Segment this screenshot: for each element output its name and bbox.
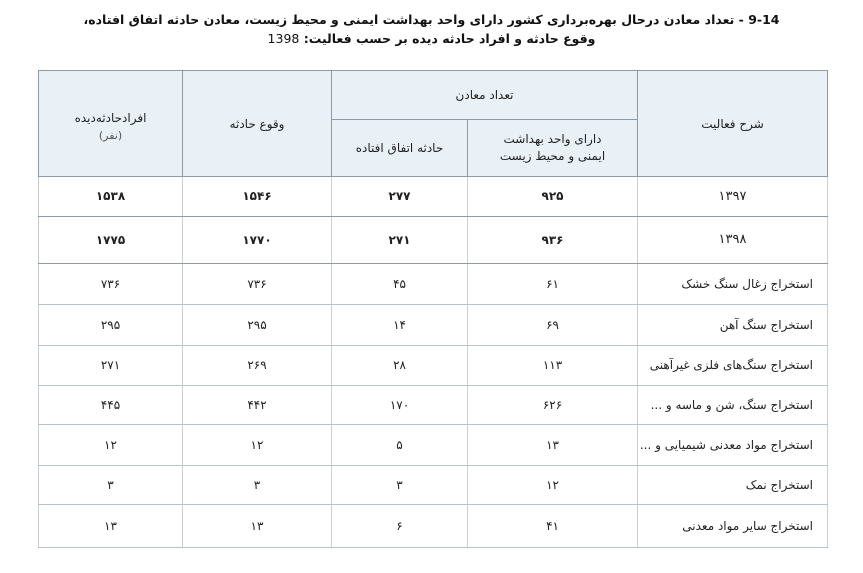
header-injured-persons: [39, 71, 183, 177]
header-accident-occurrence: وقوع حادثه: [183, 71, 332, 177]
cell-accident-mines: ۲۸: [332, 346, 468, 386]
cell-description: استخراج نمک: [638, 465, 828, 505]
header-description: شرح فعالیت: [638, 71, 828, 177]
cell-description: ۱۳۹۷: [638, 177, 828, 217]
cell-occurrences: ۲۶۹: [183, 346, 332, 386]
cell-accident-mines: ۱۷۰: [332, 385, 468, 425]
cell-injured: ۱۷۷۵: [39, 216, 183, 263]
cell-occurrences: ۲۹۵: [183, 305, 332, 346]
header-with-hse-unit: [468, 120, 638, 177]
cell-injured: ۳: [39, 465, 183, 505]
cell-occurrences: ۷۳۶: [183, 263, 332, 305]
cell-description: استخراج سایر مواد معدنی: [638, 505, 828, 548]
cell-description: استخراج زغال سنگ خشک: [638, 263, 828, 305]
header-accident-occurred: حادثه اتفاق افتاده: [332, 120, 468, 177]
title-line-1: 9-14 - تعداد معادن درحال بهره‌برداری کشور دارای واحد بهداشت ایمنی و محیط زیست، معادن حادثه اتفاق افتاده،: [83, 12, 780, 27]
table-row: [39, 465, 828, 505]
cell-accident-mines: ۴۵: [332, 263, 468, 305]
cell-injured: ۷۳۶: [39, 263, 183, 305]
cell-with-hse: ۶۲۶: [468, 385, 638, 425]
cell-injured: ۱۳: [39, 505, 183, 548]
table-row: [39, 346, 828, 386]
cell-description: استخراج سنگ آهن: [638, 305, 828, 346]
cell-accident-mines: ۳: [332, 465, 468, 505]
cell-with-hse: ۶۱: [468, 263, 638, 305]
title-line-2-text: وقوع حادثه و افراد حادثه دیده بر حسب فعالیت:: [299, 31, 596, 46]
mines-accidents-table: [38, 70, 828, 548]
cell-injured: ۴۴۵: [39, 385, 183, 425]
table-row: [39, 263, 828, 305]
cell-accident-mines: ۵: [332, 425, 468, 466]
cell-description: ۱۳۹۸: [638, 216, 828, 263]
cell-accident-mines: ۱۴: [332, 305, 468, 346]
cell-injured: ۲۹۵: [39, 305, 183, 346]
cell-with-hse: ۶۹: [468, 305, 638, 346]
cell-occurrences: ۱۲: [183, 425, 332, 466]
header-mines-count: تعداد معادن: [332, 71, 638, 120]
table-body: [39, 177, 828, 548]
table-row: [39, 385, 828, 425]
cell-occurrences: ۱۵۴۶: [183, 177, 332, 217]
cell-with-hse: ۴۱: [468, 505, 638, 548]
cell-description: استخراج سنگ، شن و ماسه و ...: [638, 385, 828, 425]
title-line-2: [0, 29, 863, 48]
cell-with-hse: ۱۲: [468, 465, 638, 505]
cell-with-hse: ۹۲۵: [468, 177, 638, 217]
table-title: [0, 10, 863, 48]
cell-with-hse: ۱۳: [468, 425, 638, 466]
title-year: 1398: [267, 31, 300, 46]
header-injured-unit: (نفر): [98, 129, 123, 142]
cell-accident-mines: ۲۷۷: [332, 177, 468, 217]
cell-description: استخراج سنگ‌های فلزی غیرآهنی: [638, 346, 828, 386]
cell-occurrences: ۳: [183, 465, 332, 505]
cell-accident-mines: ۲۷۱: [332, 216, 468, 263]
cell-occurrences: ۱۳: [183, 505, 332, 548]
table-row: [39, 305, 828, 346]
cell-with-hse: ۱۱۳: [468, 346, 638, 386]
header-injured-label: افرادحادثه‌دیده: [74, 111, 147, 125]
cell-occurrences: ۱۷۷۰: [183, 216, 332, 263]
table-row: [39, 425, 828, 466]
cell-description: استخراج مواد معدنی شیمیایی و ...: [638, 425, 828, 466]
cell-injured: ۲۷۱: [39, 346, 183, 386]
cell-injured: ۱۲: [39, 425, 183, 466]
cell-with-hse: ۹۳۶: [468, 216, 638, 263]
table-row: [39, 505, 828, 548]
header-with-hse-unit-text: دارای واحد بهداشت ایمنی و محیط زیست: [499, 132, 606, 163]
cell-occurrences: ۴۴۲: [183, 385, 332, 425]
table-row: [39, 216, 828, 263]
cell-injured: ۱۵۳۸: [39, 177, 183, 217]
cell-accident-mines: ۶: [332, 505, 468, 548]
table-row: [39, 177, 828, 217]
